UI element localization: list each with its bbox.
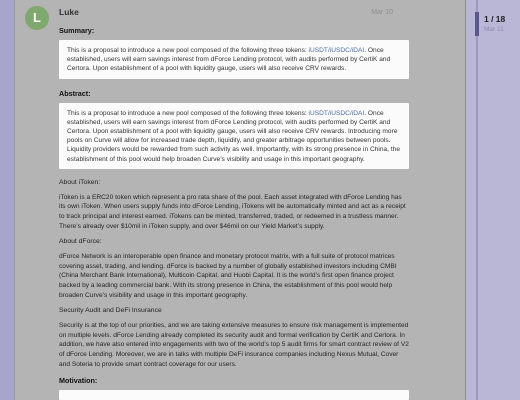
dforce-title: About dForce: xyxy=(59,238,102,246)
security-text: Security is at the top of our priorities, and we are taking extensive measures to ensure risk management is implemented on multiple levels. dForce Lending already completed its security audit and formal verification by CertiK and Certora. In addition, we have also entered into engagements with two of the world’s top 5 audit firms for smart contract review of V2 of dForce Lending. Moreover, we are in talks with multiple DeFi insurance companies including Nexus Mutual, Cover and Soteria to provide smart contract coverage for our users. xyxy=(59,322,409,368)
summary-heading: Summary: xyxy=(59,26,95,35)
abstract-token-link[interactable]: iUSDT/iUSDC/iDAI xyxy=(308,109,365,117)
abstract-quote xyxy=(59,103,409,169)
motivation-quote xyxy=(59,390,409,400)
left-gutter xyxy=(0,0,14,400)
timeline-date: Mar 11 xyxy=(484,26,504,33)
abstract-text-start: This is a proposal to introduce a new pool composed of the following three tokens: xyxy=(67,109,309,117)
avatar[interactable]: L xyxy=(25,6,49,30)
post-counter: 1 / 18 xyxy=(484,14,506,24)
itoken-title: About iToken: xyxy=(59,178,101,186)
abstract-text-end: . Once established, users will earn savings interest from dForce Lending protocol, with audits performed by CertiK and Certora. Upon establishment of a pool with liquidity gauge, users will also receive CRV rewards. Introducing more pools on Curve will allow for increased trade depth, liquidity, and greater arbitrage opportunities between pools. Liquidity providers would be rewarded from such activity as well. Importantly, with its strong presence in China, the establishment of this pool would help broaden Curve’s visibility and usage in this important geography. xyxy=(67,109,401,163)
abstract-heading: Abstract: xyxy=(59,88,91,98)
post-container xyxy=(14,0,466,400)
summary-text-start: This is a proposal to introduce a new pool composed of the following three tokens: xyxy=(67,47,309,54)
post-body xyxy=(59,26,409,400)
summary-quote xyxy=(59,40,409,79)
summary-token-link[interactable]: iUSDT/iUSDC/iDAI xyxy=(308,47,365,54)
author-name[interactable]: Luke xyxy=(59,7,79,17)
topic-timeline xyxy=(466,0,520,400)
motivation-heading: Motivation: xyxy=(59,376,98,386)
itoken-text: iToken is a ERC20 token which represent a pro rata share of the pool. Each asset integrated with dForce Lending has its own iToken. When users supply funds into dForce Lending, iTokens will be automatically minted and act as a receipt to track principal and interest earned. iTokens can be minted, transferred, traded, or redeemed in a trustless manner. There’s already over $10mil in iToken supply, and over $46mil on our Yield Market’s supply. xyxy=(59,193,406,230)
summary-text-end: . Once established, users will earn savings interest from dForce Lending protocol, with audits performed by CertiK and Certora. Upon establishment of a pool with liquidity gauge, users will also receive CRV rewards. xyxy=(67,47,391,73)
dforce-text: dForce Network is an interoperable open finance and monetary protocol matrix, with a full suite of protocol matrices covering asset, trading, and lending. dForce is backed by a number of globally established investors including CMBI (China Merchant Bank International), Multicoin Capital, and Huobi Capital. It is the world’s first open finance project backed by a leading commercial bank. With its strong presence in China, the establishment of this pool would help broaden Curve’s visibility and usage in this important geography. xyxy=(59,253,397,299)
post-date[interactable]: Mar 10 xyxy=(371,9,393,16)
security-title: Security Audit and DeFi Insurance xyxy=(59,307,162,315)
timeline-track[interactable] xyxy=(476,0,478,400)
timeline-handle[interactable] xyxy=(475,12,479,36)
